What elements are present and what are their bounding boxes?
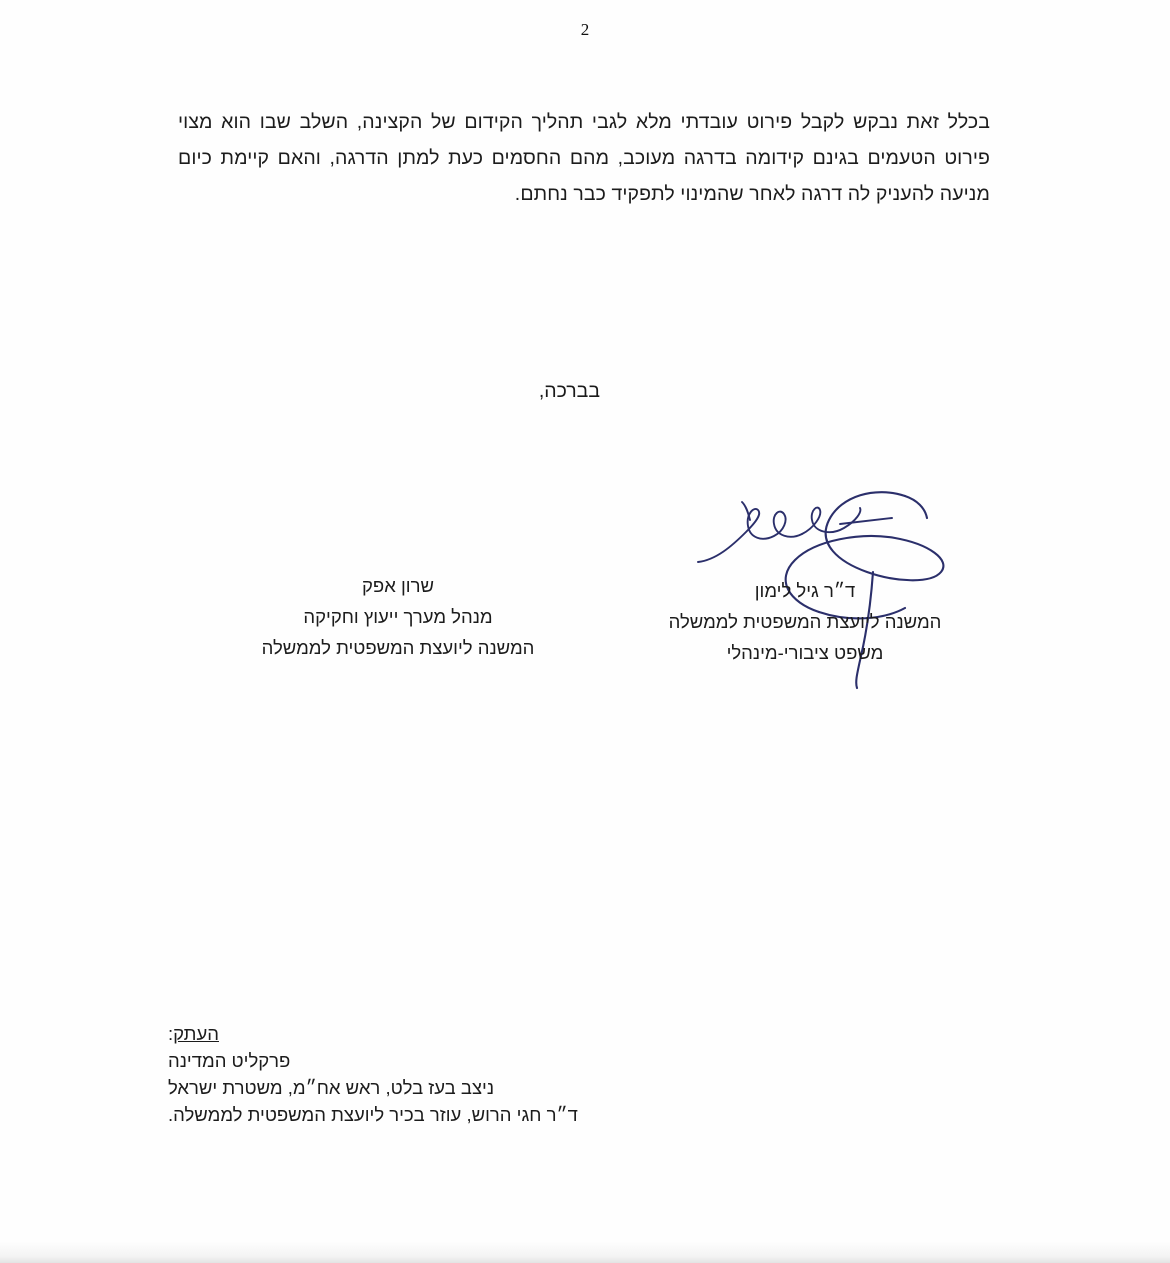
body-text-block — [178, 84, 990, 231]
copy-recipient: ד״ר חגי הרוש, עוזר בכיר ליועצת המשפטית לממשלה. — [168, 1104, 578, 1125]
copy-recipient: ניצב בעז בלט, ראש אח״מ, משטרת ישראל — [168, 1077, 495, 1098]
page-number: 2 — [580, 20, 590, 39]
copies-title: העתק — [173, 1023, 219, 1044]
closing-salutation: בברכה, — [538, 380, 600, 402]
signatory-role-line-1: מנהל מערך ייעוץ וחקיקה — [303, 606, 493, 627]
signature-block-1 — [645, 575, 965, 668]
handwritten-signature-icon — [690, 490, 920, 580]
signatory-role-line-2: המשנה ליועצת המשפטית לממשלה — [261, 637, 535, 658]
signatory-name: ד״ר גיל לימון — [754, 580, 856, 601]
signature-block-2 — [238, 570, 558, 663]
signature-area — [0, 490, 1170, 710]
page-bottom-shadow — [0, 1241, 1170, 1263]
copies-title-suffix: : — [168, 1023, 174, 1044]
signatory-role-line-1: המשנה ליועצת המשפטית לממשלה — [668, 611, 942, 632]
copy-recipient: פרקליט המדינה — [168, 1050, 291, 1071]
signatory-name: שרון אפק — [362, 575, 434, 596]
body-paragraph: בכלל זאת נבקש לקבל פירוט עובדתי מלא לגבי תהליך הקידום של הקצינה, השלב שבו הוא מצוי פירוט הטעמים בגינם קידומה בדרגה מעוכב, מהם החסמים כעת למתן הדרגה, והאם קיימת כיום מניעה להעניק לה דרגה לאחר שהמינוי לתפקיד כבר נחתם. — [178, 110, 990, 205]
copies-heading — [168, 1020, 1170, 1047]
signatory-role-line-2: משפט ציבורי-מינהלי — [726, 642, 884, 663]
copies-block — [0, 1020, 1170, 1128]
